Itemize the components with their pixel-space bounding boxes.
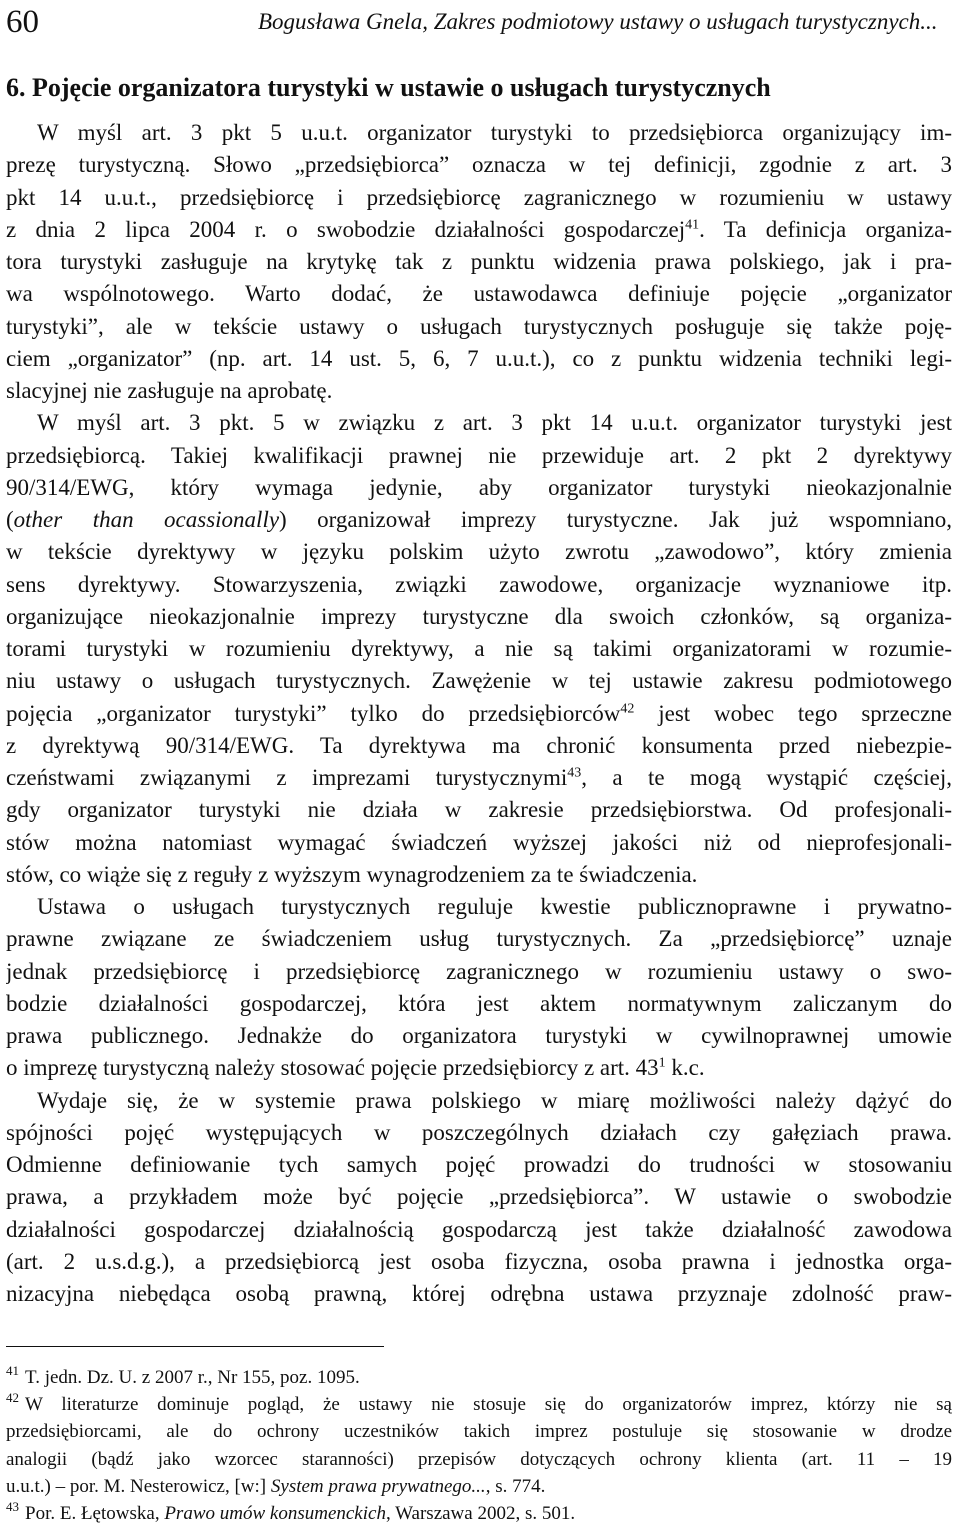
footnote-divider bbox=[6, 1346, 384, 1347]
text-span: ( bbox=[6, 507, 14, 532]
running-head: Bogusława Gnela, Zakres podmiotowy ustawy o usługach turystycznych... bbox=[258, 9, 938, 34]
text-span: czeństwami związanymi z imprezami turystycznymi bbox=[6, 765, 568, 790]
text-line: prawne związane ze świadczeniem usług turystycznych. Za „przedsiębiorcę” uznaje bbox=[6, 926, 952, 952]
footnote-mark: 42 bbox=[6, 1391, 19, 1406]
section-title: 6. Pojęcie organizatora turystyki w ustawie o usługach turystycznych bbox=[6, 73, 771, 102]
footnote-text: , s. 774. bbox=[485, 1475, 546, 1497]
text-line: slacyjnej nie zasługuje na aprobatę. bbox=[6, 378, 333, 403]
text-line: niu ustawy o usługach turystycznych. Zawężenie w tej ustawie zakresu podmiotowego bbox=[6, 668, 952, 694]
footnote-text: , Warszawa 2002, s. 501. bbox=[385, 1502, 576, 1524]
text-line: nizacyjna niebędąca osobą prawną, której odrębna ustawa przyznaje zdolność praw- bbox=[6, 1281, 952, 1306]
italic-phrase: other than ocassionally bbox=[13, 507, 280, 532]
footnote-ref-42[interactable]: 42 bbox=[620, 700, 635, 716]
page-number: 60 bbox=[6, 4, 39, 40]
text-line: W myśl art. 3 pkt. 5 w związku z art. 3 pkt 14 u.u.t. organizator turystyki jest bbox=[37, 410, 952, 436]
footnote-text: T. jedn. Dz. U. z 2007 r., Nr 155, poz. 1095. bbox=[25, 1367, 360, 1388]
footnote-text: W literaturze dominuje pogląd, że ustawy nie stosuje się do organizatorów imprez, którzy nie są bbox=[25, 1394, 952, 1416]
text-line: 90/314/EWG, który wymaga jedynie, aby organizator turystyki nieokazjonalnie bbox=[6, 474, 952, 500]
text-line: działalności gospodarczej działalnością gospodarczą jest także działalność zawodowa bbox=[6, 1216, 952, 1242]
text-line: (art. 2 u.s.d.g.), a przedsiębiorcą jest osoba fizyczna, osoba prawna i jednostka orga- bbox=[6, 1248, 952, 1274]
italic-title: System prawa prywatnego... bbox=[270, 1475, 486, 1497]
text-line: prawa, a przykładem może być pojęcie „przedsiębiorca”. W ustawie o swobodzie bbox=[6, 1184, 952, 1210]
text-span: ) organizował imprezy turystyczne. Jak już wspomniano, bbox=[279, 507, 952, 532]
text-span: o imprezę turystyczną należy stosować pojęcie przedsiębiorcy z art. 43 bbox=[6, 1055, 659, 1081]
text-line: prawa publicznego. Jednakże do organizatora turystyki w cywilnoprawnej umowie bbox=[6, 1023, 952, 1048]
text-line: prezę turystyczną. Słowo „przedsiębiorca” oznacza w tej definicji, zgodnie z art. 3 bbox=[6, 152, 952, 178]
footnote-42 bbox=[6, 1391, 952, 1418]
text-line: wa wspólnotowego. Warto dodać, że ustawodawca definiuje pojęcie „organizator bbox=[6, 281, 952, 307]
text-line: tora turystyki zasługuje na krytykę tak z punktu widzenia prawa polskiego, jak i pra- bbox=[6, 249, 952, 274]
text-line bbox=[6, 214, 952, 246]
footnote-line: analogii (bądź jako wzorcec staranności) przepisów dotyczących ochrony klienta (art. 11 – 19 bbox=[6, 1448, 952, 1470]
text-span: z dnia 2 lipca 2004 r. o swobodzie działalności gospodarczej bbox=[6, 216, 686, 242]
text-line bbox=[6, 698, 952, 730]
text-span: , a te mogą wystąpić częściej, bbox=[581, 765, 952, 790]
text-line: spójności pojęć występujących w poszczególnych działach czy gałęziach prawa. bbox=[6, 1119, 952, 1145]
text-span: k.c. bbox=[665, 1055, 705, 1081]
text-line: ciem „organizator” (np. art. 14 ust. 5, 6, 7 u.u.t.), co z punktu widzenia techniki legi- bbox=[6, 345, 952, 371]
text-line: z dyrektywą 90/314/EWG. Ta dyrektywa ma chronić konsumenta przed niebezpie- bbox=[6, 732, 952, 758]
text-line: organizujące nieokazjonalnie imprezy turystyczne dla swoich członków, są organiza- bbox=[6, 603, 952, 629]
text-span: jest wobec tego sprzeczne bbox=[634, 700, 952, 726]
text-line: bodzie działalności gospodarczej, która jest aktem normatywnym zaliczanym do bbox=[6, 990, 952, 1016]
page-header bbox=[6, 2, 952, 42]
text-line: gdy organizator turystyki nie działa w zakresie przedsiębiorstwa. Od profesjonali- bbox=[6, 797, 952, 823]
footnote-text: Por. E. Łętowska, bbox=[25, 1502, 165, 1524]
text-line: Ustawa o usługach turystycznych reguluje kwestie publicznoprawne i prywatno- bbox=[37, 894, 952, 919]
footnote-text: u.u.t.) – por. M. Nesterowicz, [w:] bbox=[6, 1475, 271, 1497]
text-line: turystyki”, ale w tekście ustawy o usługach turystycznych posługuje się także poję- bbox=[6, 313, 952, 339]
body-text bbox=[6, 117, 952, 1310]
text-line bbox=[6, 762, 952, 794]
text-line: Odmienne definiowanie tych samych pojęć prowadzi do trudności w stosowaniu bbox=[6, 1152, 952, 1177]
text-line: w tekście dyrektywy w języku polskim użyto zwrotu „zawodowo”, który zmienia bbox=[6, 539, 952, 565]
footnote-41 bbox=[6, 1364, 952, 1391]
text-line: stów można natomiast wymagać świadczeń wyższej jakości niż od nieprofesjonali- bbox=[6, 829, 952, 855]
footnote-ref-43[interactable]: 43 bbox=[567, 765, 582, 781]
footnote-43 bbox=[6, 1500, 952, 1527]
footnotes bbox=[6, 1364, 952, 1527]
footnote-ref-41[interactable]: 41 bbox=[685, 217, 700, 233]
footnote-line bbox=[6, 1473, 952, 1500]
text-line bbox=[6, 504, 952, 536]
footnote-mark: 43 bbox=[6, 1499, 19, 1514]
text-line: W myśl art. 3 pkt 5 u.u.t. organizator turystyki to przedsiębiorca organizujący im- bbox=[37, 120, 952, 145]
text-span: . Ta definicja organiza- bbox=[699, 216, 952, 242]
text-line: jednak przedsiębiorcę i przedsiębiorcę zagranicznego w rozumieniu ustawy o swo- bbox=[6, 958, 952, 984]
text-line bbox=[6, 1052, 952, 1084]
text-line: Wydaje się, że w systemie prawa polskiego w miarę możliwości należy dążyć do bbox=[37, 1087, 952, 1113]
superscript: 1 bbox=[658, 1055, 666, 1071]
text-line: przedsiębiorcą. Takiej kwalifikacji prawnej nie przewiduje art. 2 pkt 2 dyrektywy bbox=[6, 442, 952, 468]
footnote-line: przedsiębiorcami, ale do ochrony uczestników takich imprez postuluje się stosowanie w drodze bbox=[6, 1421, 952, 1443]
text-line: pkt 14 u.u.t., przedsiębiorcę i przedsiębiorcę zagranicznego w rozumieniu w ustawy bbox=[6, 184, 952, 210]
text-line: stów, co wiąże się z reguły z wyższym wynagrodzeniem za te świadczenia. bbox=[6, 861, 698, 887]
italic-title: Prawo umów konsumenckich bbox=[164, 1502, 386, 1524]
text-line: sens dyrektywy. Stowarzyszenia, związki zawodowe, organizacje wyznaniowe itp. bbox=[6, 571, 952, 597]
text-line: torami turystyki w rozumieniu dyrektywy, a nie są takimi organizatorami w rozumie- bbox=[6, 636, 952, 661]
text-span: pojęcia „organizator turystyki” tylko do przedsiębiorców bbox=[6, 700, 621, 726]
footnote-mark: 41 bbox=[6, 1364, 19, 1378]
